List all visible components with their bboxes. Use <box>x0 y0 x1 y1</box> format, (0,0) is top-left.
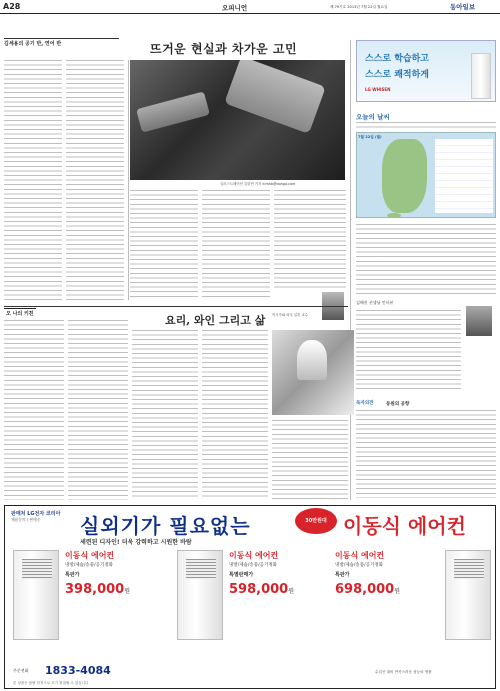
author-box <box>272 292 346 322</box>
ad-note: 수입산 대비 만족스러운 성능의 명품 <box>375 670 432 674</box>
photo-object <box>136 91 210 132</box>
map-island <box>387 213 401 218</box>
column-tag: 오 나의 키친 <box>4 308 36 318</box>
price-label: 특판가 <box>335 572 350 578</box>
ad-headline-product: 이동식 에어컨 <box>343 514 466 538</box>
photo-object <box>224 60 326 134</box>
ad-line: 스스로 쾌적하게 <box>365 70 429 80</box>
article-photo <box>272 330 354 415</box>
section-rule <box>4 306 348 307</box>
article-body-col1 <box>4 320 64 500</box>
article-body-col4 <box>202 190 270 300</box>
product-image <box>13 550 59 640</box>
masthead <box>0 0 500 14</box>
product-kind: 냉방/제습/송풍/공기정화 <box>335 563 384 568</box>
author-name: 이시카와 마우 일본 교수 <box>272 313 308 317</box>
product-card[interactable] <box>9 550 169 682</box>
quote-photo <box>466 306 492 336</box>
article-body-col3 <box>130 190 198 300</box>
price-label: 특판가 <box>65 572 80 578</box>
right-article-text <box>356 224 496 296</box>
price-unit: 원 <box>288 588 295 595</box>
product-kind: 냉방/제습/송풍/공기정화 <box>229 563 278 568</box>
weather-date: 7월 22일 (월) <box>358 135 382 139</box>
price-label: 특별판매가 <box>229 572 254 578</box>
article-body-col2 <box>68 320 128 500</box>
article-body-col5 <box>272 420 348 500</box>
article-headline: 뜨거운 현실과 차가운 고민 <box>150 42 298 56</box>
photo-caption: 일러스트레이션 김한빈 기자 kimhb@donga.com <box>220 182 296 186</box>
page-number: A28 <box>3 2 21 11</box>
article-body-col1 <box>4 60 62 300</box>
phone-label: 주문전화 <box>13 668 29 673</box>
ad-line: 스스로 학습하고 <box>365 54 429 64</box>
newspaper-logo: 동아일보 <box>450 3 476 11</box>
product-card[interactable] <box>335 550 495 682</box>
section-title: 오피니언 <box>222 4 248 12</box>
right-article-text <box>356 310 461 390</box>
article-photo <box>130 60 345 180</box>
product-image <box>177 550 223 640</box>
product-name: 이동식 에어컨 <box>229 551 279 560</box>
order-phone[interactable]: 1833-4084 <box>45 664 111 677</box>
column-divider <box>350 40 351 500</box>
product-name: 이동식 에어컨 <box>335 551 385 560</box>
weather-table <box>435 139 493 213</box>
map-land <box>382 139 427 213</box>
aircon-ad[interactable] <box>356 40 496 102</box>
ad-brand-sub: 제품문의 / 판매중 <box>11 517 41 522</box>
price-unit: 원 <box>394 588 401 595</box>
ad-headline: 실외기가 필요없는 <box>80 514 251 538</box>
product-card[interactable] <box>173 550 333 682</box>
ad-logo: LG WHISEN <box>365 87 391 92</box>
ad-subline: 세련된 디자인! 더욱 강력하고 시원한 바람 <box>80 539 192 546</box>
ad-footer: 본 상품은 물량 한정으로 조기 품절될 수 있습니다 <box>13 681 89 685</box>
article-body-col5 <box>274 190 346 290</box>
product-kind: 냉방/제습/송풍/공기정화 <box>65 563 114 568</box>
product-grill <box>186 559 216 579</box>
price-unit: 원 <box>124 588 131 595</box>
price-stamp: 30만원대 <box>295 508 337 534</box>
product-grill <box>454 559 484 579</box>
article-body-col2 <box>66 60 124 300</box>
price: 398,000 <box>65 582 125 597</box>
weather-title: 오늘의 날씨 <box>356 113 390 121</box>
article-headline: 요리, 와인 그리고 삶 <box>165 314 266 327</box>
column-divider <box>128 60 129 300</box>
price: 698,000 <box>335 582 395 597</box>
wine-glass-image <box>297 340 327 380</box>
article-body-col3 <box>132 330 198 500</box>
weather-map <box>356 132 496 218</box>
product-name: 이동식 에어컨 <box>65 551 115 560</box>
product-image <box>445 550 491 640</box>
section-title: 동원의 공항 <box>386 402 410 407</box>
aircon-image <box>471 53 491 99</box>
aircon-advertisement[interactable] <box>4 505 496 689</box>
article-body-col4 <box>202 330 268 500</box>
weather-text <box>356 122 496 131</box>
section-tag: 독자의견 <box>356 401 374 406</box>
quote-title: 김혜진 선생님 인터뷰 <box>356 300 394 305</box>
issue-info: 제 79기호 2013년 7월 22일 월요일 <box>330 5 388 9</box>
price: 598,000 <box>229 582 289 597</box>
column-byline: 김세용의 공기 반, 연어 반 <box>4 38 119 47</box>
ad-brand: 판매처 LG전자 코리아 <box>11 511 61 517</box>
right-article-text <box>356 410 496 498</box>
product-grill <box>22 559 52 579</box>
